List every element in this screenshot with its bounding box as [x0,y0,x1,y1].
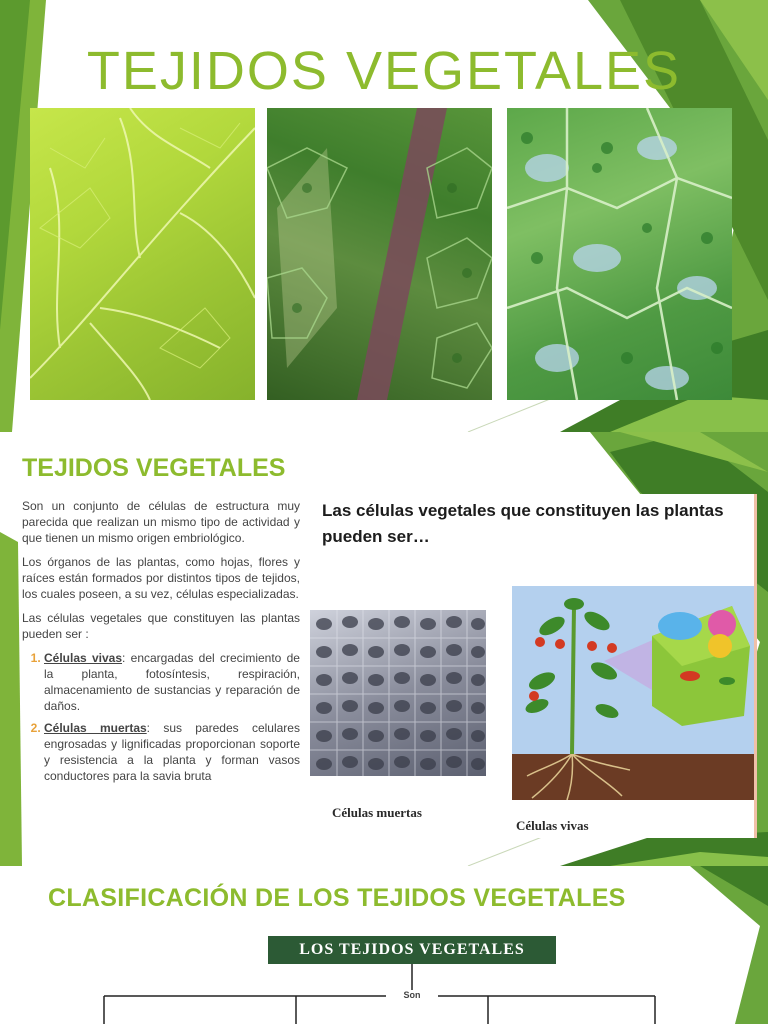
dead-cells-image [310,610,486,776]
panel-heading: Las células vegetales que constituyen las plantas pueden ser… [322,501,724,546]
list-term: Células vivas [44,651,123,665]
section-heading: CLASIFICACIÓN DE LOS TEJIDOS VEGETALES [48,884,626,912]
list-separator: : [122,651,126,665]
chloroplast-cells-photo [507,108,732,400]
list-item [44,720,300,784]
list-text: encargadas del crecimiento de la planta, fotosíntesis, respiración, almacenamiento de sustancias y reparación de daños. [44,651,300,713]
slide-title [0,0,768,432]
cells-panel [308,494,757,838]
list-item [44,650,300,714]
slide-definition [0,432,768,866]
paragraph: Las células vegetales que constituyen las plantas pueden ser : [22,611,300,641]
slide-classification [0,866,768,1024]
definition-text [22,498,300,790]
diagram-title: LOS TEJIDOS VEGETALES [268,936,556,964]
live-cells-illustration [512,586,754,800]
leaf-photo [30,108,255,400]
page-title: TEJIDOS VEGETALES [86,41,682,101]
connector-label: Son [386,990,438,1000]
list-text: sus paredes celulares engrosadas y lignificadas proporcionan soporte y resistencia a la planta y forman vasos conductores para la savia bruta [44,721,300,783]
paragraph: Son un conjunto de células de estructura muy parecida que realizan un mismo tipo de actividad y que tienen un mismo origen embriológico. [22,499,300,545]
paragraph: Los órganos de las plantas, como hojas, flores y raíces están formados por distintos tipos de tejidos, los cuales poseen, a su vez, células especializadas. [22,555,300,601]
list-separator: : [146,721,151,735]
live-cells-caption: Células vivas [516,818,589,833]
hierarchy-lines [0,866,768,1024]
epidermis-photo [267,108,492,400]
dead-cells-caption: Células muertas [332,805,422,820]
section-heading: TEJIDOS VEGETALES [22,454,286,482]
cell-types-list [22,650,300,784]
list-term: Células muertas [44,721,147,735]
